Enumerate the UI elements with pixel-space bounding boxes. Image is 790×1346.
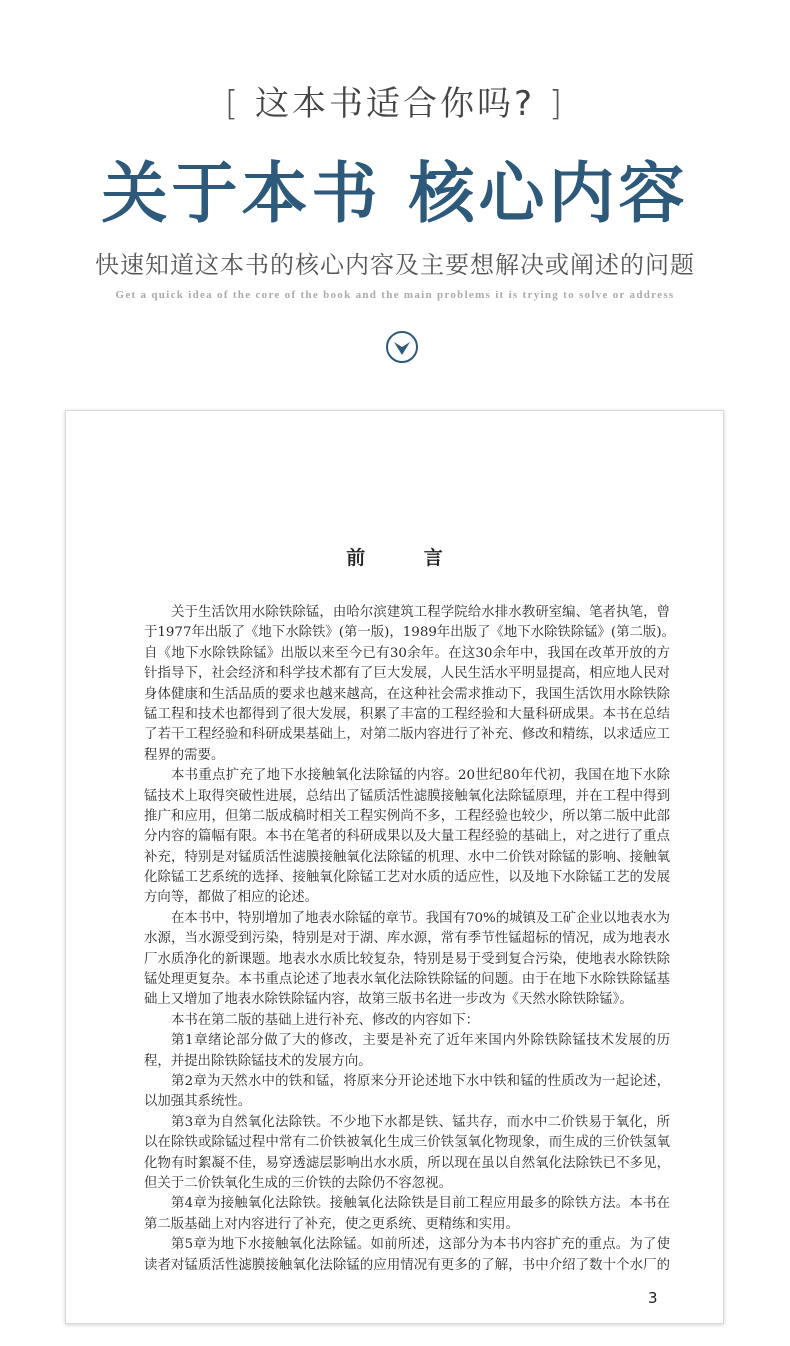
text-line: 推广和应用，但第二版成稿时相关工程实例尚不多，工程经验也较少，所以第二版中此部 bbox=[144, 808, 670, 824]
text-line: 在本书中，特别增加了地表水除锰的章节。我国有70%的城镇及工矿企业以地表水为 bbox=[171, 910, 670, 926]
bracket-close: ] bbox=[548, 84, 566, 124]
subtitle: 快速知道这本书的核心内容及主要想解决或阐述的问题 bbox=[95, 251, 695, 279]
text-line: 化除锰工艺系统的选择、接触氧化除锰工艺对水质的适应性，以及地下水除锰工艺的发展 bbox=[144, 870, 670, 886]
text-line: 厂水质净化的新课题。地表水水质比较复杂，特别是易于受到复合污染，使地表水除铁除 bbox=[144, 951, 670, 967]
paragraph bbox=[144, 1031, 670, 1072]
paragraph bbox=[144, 909, 670, 1011]
bracket-open: [ bbox=[224, 84, 242, 124]
text-line: 针指导下，社会经济和科学技术都有了巨大发展，人民生活水平明显提高，相应地人民对 bbox=[144, 666, 670, 682]
kicker-text: 这本书适合你吗? bbox=[254, 84, 536, 124]
text-line: 水源，当水源受到污染，特别是对于湖、库水源，常有季节性锰超标的情况，成为地表水 bbox=[144, 931, 670, 947]
text-line: 第1章绪论部分做了大的修改，主要是补充了近年来国内外除铁除锰技术发展的历 bbox=[171, 1033, 670, 1049]
text-line: 关于生活饮用水除铁除锰，由哈尔滨建筑工程学院给水排水教研室编、笔者执笔，曾 bbox=[171, 605, 670, 620]
headline: 关于本书 核心内容 bbox=[101, 154, 689, 232]
paragraph bbox=[144, 1011, 670, 1031]
text-line: 本书重点扩充了地下水接触氧化法除锰的内容。20世纪80年代初，我国在地下水除 bbox=[171, 768, 670, 784]
text-line: 第二版基础上对内容进行了补充，使之更系统、更精练和实用。 bbox=[144, 1216, 519, 1232]
kicker-heading bbox=[0, 76, 790, 125]
text-line: 第5章为地下水接触氧化法除锰。如前所述，这部分为本书内容扩充的重点。为了使 bbox=[171, 1237, 670, 1253]
text-line: 补充，特别是对锰质活性滤膜接触氧化法除锰的机理、水中二价铁对除锰的影响、接触氧 bbox=[144, 849, 670, 865]
paragraph bbox=[144, 1113, 670, 1195]
text-line: 以加强其系统性。 bbox=[144, 1094, 252, 1110]
text-line: 础上又增加了地表水除铁除锰内容，故第三版书名进一步改为《天然水除铁除锰》。 bbox=[144, 992, 633, 1008]
text-line: 第4章为接触氧化法除铁。接触氧化法除铁是目前工程应用最多的除铁方法。本书在 bbox=[171, 1196, 670, 1212]
paragraph bbox=[144, 1194, 670, 1235]
text-line: 第2章为天然水中的铁和锰，将原来分开论述地下水中铁和锰的性质改为一起论述， bbox=[171, 1073, 670, 1089]
text-line: 于1977年出版了《地下水除铁》(第一版)，1989年出版了《地下水除铁除锰》(第二版)。 bbox=[144, 625, 675, 641]
paragraph bbox=[144, 603, 675, 766]
text-line: 锰工程和技术也都得到了很大发展，积累了丰富的工程经验和大量科研成果。本书在总结 bbox=[144, 706, 670, 722]
text-line: 锰处理更复杂。本书重点论述了地表水氧化法除铁除锰的问题。由于在地下水除铁除锰基 bbox=[144, 972, 670, 988]
chevron-down-circle-icon bbox=[385, 330, 419, 364]
text-line: 化物有时絮凝不佳，易穿透滤层影响出水水质，所以现在虽以自然氧化法除铁已不多见， bbox=[144, 1155, 670, 1171]
text-line: 第3章为自然氧化法除铁。不少地下水都是铁、锰共存，而水中二价铁易于氧化，所 bbox=[171, 1114, 670, 1130]
paragraph bbox=[144, 1235, 670, 1276]
text-line: 方向等，都做了相应的论述。 bbox=[144, 890, 319, 906]
text-line: 锰技术上取得突破性进展，总结出了锰质活性滤膜接触氧化法除锰原理，并在工程中得到 bbox=[144, 788, 670, 804]
text-line: 身体健康和生活品质的要求也越来越高，在这种社会需求推动下，我国生活饮用水除铁除 bbox=[144, 686, 670, 702]
text-line: 以在除铁或除锰过程中常有二价铁被氧化生成三价铁氢氧化物现象，而生成的三价铁氢氧 bbox=[144, 1135, 670, 1151]
paragraph bbox=[144, 766, 670, 909]
text-line: 分内容的篇幅有限。本书在笔者的科研成果以及大量工程经验的基础上，对之进行了重点 bbox=[144, 829, 670, 845]
paragraph bbox=[144, 1072, 670, 1113]
text-line: 程界的需要。 bbox=[144, 747, 225, 763]
page-title: 前 言 bbox=[346, 547, 469, 569]
text-line: 程，并提出除铁除锰技术的发展方向。 bbox=[144, 1053, 372, 1069]
page-number: 3 bbox=[648, 1289, 658, 1307]
text-line: 本书在第二版的基础上进行补充、修改的内容如下： bbox=[171, 1012, 479, 1028]
book-page bbox=[65, 410, 724, 1324]
text-line: 但关于二价铁氧化生成的三价铁的去除仍不容忽视。 bbox=[144, 1175, 452, 1191]
text-line: 了若干工程经验和科研成果基础上，对第二版内容进行了补充、修改和精练，以求适应工 bbox=[144, 727, 670, 743]
english-subtitle: Get a quick idea of the core of the book and the main problems it is trying to solve or address bbox=[115, 289, 675, 301]
text-line: 读者对锰质活性滤膜接触氧化法除锰的应用情况有更多的了解，书中介绍了数十个水厂的 bbox=[144, 1257, 670, 1273]
text-line: 自《地下水除铁除锰》出版以来至今已有30余年。在这30余年中，我国在改革开放的方 bbox=[144, 645, 670, 661]
page-body bbox=[144, 603, 675, 1276]
